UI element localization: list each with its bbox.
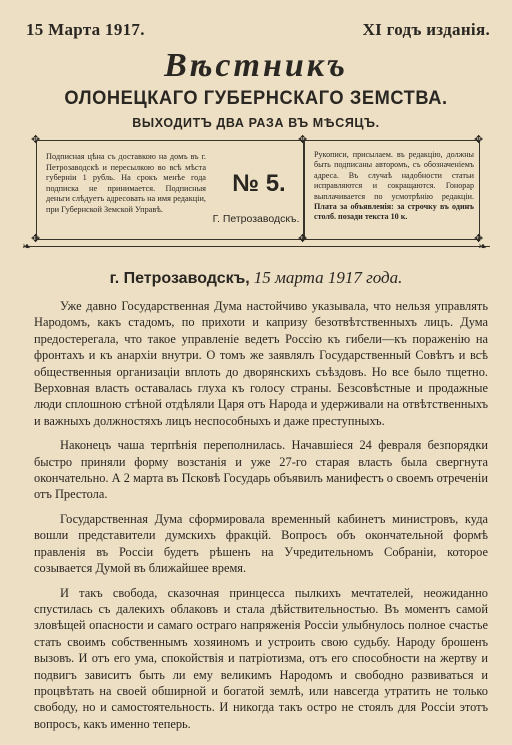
- masthead-title: Вѣстникъ: [164, 47, 348, 84]
- ornament-icon: ✥: [31, 134, 41, 146]
- article-body: [34, 298, 488, 738]
- ornament-icon: ✥: [298, 233, 308, 245]
- issue-date: 15 Марта 1917.: [26, 20, 145, 39]
- dateline-date: 15 марта 1917 года.: [253, 268, 403, 287]
- publication-city: Г. Петрозаводскъ.: [212, 213, 300, 225]
- header-divider: [24, 246, 490, 247]
- editorial-info: [314, 150, 474, 223]
- year-of-publication: XI годъ изданія.: [362, 20, 490, 39]
- article-dateline: [0, 268, 512, 288]
- ornament-icon: ❧: [478, 241, 488, 253]
- article-paragraph: Наконецъ чаша терпѣнія переполнилась. Начавшіеся 24 февраля безпорядки быстро приняли форму возстанія и уже 27-го старая власть была свергнута окончательно. А 2 марта въ Псковѣ Государь объявилъ манифестъ о своемъ отреченіи отъ Престола.: [34, 438, 488, 502]
- publication-frequency: ВЫХОДИТЪ ДВА РАЗА ВЪ МѢСЯЦЪ.: [132, 116, 380, 130]
- subscription-info: Подписная цѣна съ доставкою на домъ въ г. Петрозаводскѣ и пересылкою во всѣ мѣста губерніи 1 рубль. На срокъ менѣе года подписка не принимается. Подписныя деньги слѣдуетъ адресовать на имя редакціи, при Губернской Земской Управѣ.: [46, 152, 206, 214]
- ornament-icon: ✥: [298, 134, 308, 146]
- advertising-rates: Плата за объявленія: за строчку въ одинъ столб. позади текста 10 к.: [314, 202, 474, 222]
- article-paragraph: Государственная Дума сформировала временный кабинетъ министровъ, куда вошли представители думскихъ фракцій. Вопросъ объ окончательной формѣ правленія въ Россіи будетъ рѣшенъ на Учредительномъ Собраніи, которое созывается Думой въ ближайшее время.: [34, 511, 488, 576]
- masthead-subtitle: ОЛОНЕЦКАГО ГУБЕРНСКАГО ЗЕМСТВА.: [64, 88, 448, 109]
- ornament-icon: ✥: [474, 134, 484, 146]
- dateline-city: г. Петрозаводскъ,: [109, 270, 250, 287]
- ornament-icon: ✥: [31, 233, 41, 245]
- header-topline: [26, 20, 490, 40]
- article-paragraph: Уже давно Государственная Дума настойчиво указывала, что нельзя управлять Народомъ, какъ стадомъ, по прихоти и капризу безотвѣтственныхъ лицъ. Дума предостерегала, что такое управленіе ведетъ Россію къ гибели—къ пораженію на фронтахъ и къ анархіи внутри. О томъ же заявлялъ Государственный Совѣтъ и всѣ общественныя организаціи вплоть до дворянскихъ съѣздовъ. Но все было тщетно. Верховная власть оставалась глуха къ голосу страны. Безсовѣстные и продажные люди сплошною стѣной отдѣляли Царя отъ Народа и удерживали на отвѣтственныхъ и важныхъ должностяхъ лицъ неспособныхъ и даже преступныхъ.: [34, 299, 488, 428]
- ornament-icon: ✥: [474, 233, 484, 245]
- issue-number: № 5.: [232, 170, 286, 197]
- article-paragraph: И такъ свобода, сказочная принцесса пылкихъ мечтателей, неожиданно спустилась съ далекихъ облаковъ и стала дѣйствительностью. Въ моментъ самой зловѣщей опасности и самаго остраго напряженія Россіи улыбнулось полное счастье стать своимъ собственнымъ хозяиномъ и устроить свою судьбу. Народу брошенъ вызовъ. И отъ его ума, спокойствія и патріотизма, отъ его способности на жертву и подвигъ зависитъ быть ли ему великимъ Народомъ и свободно развиваться и процвѣтать на своей обширной и богатой землѣ, или навсегда утратить не только свободу, но и самостоятельность. И никогда такъ остро не стоялъ для Россіи этотъ вопросъ, какъ именно теперь.: [34, 585, 488, 731]
- ornament-icon: ❧: [22, 241, 32, 253]
- editorial-rules: Рукописи, присылаем. въ редакцію, должны быть подписаны авторомъ, съ обозначеніемъ адреса. Въ случаѣ надобности статьи исправляются и сокращаются. Гонорар выплачивается по усмотрѣнію редакціи.: [314, 150, 474, 201]
